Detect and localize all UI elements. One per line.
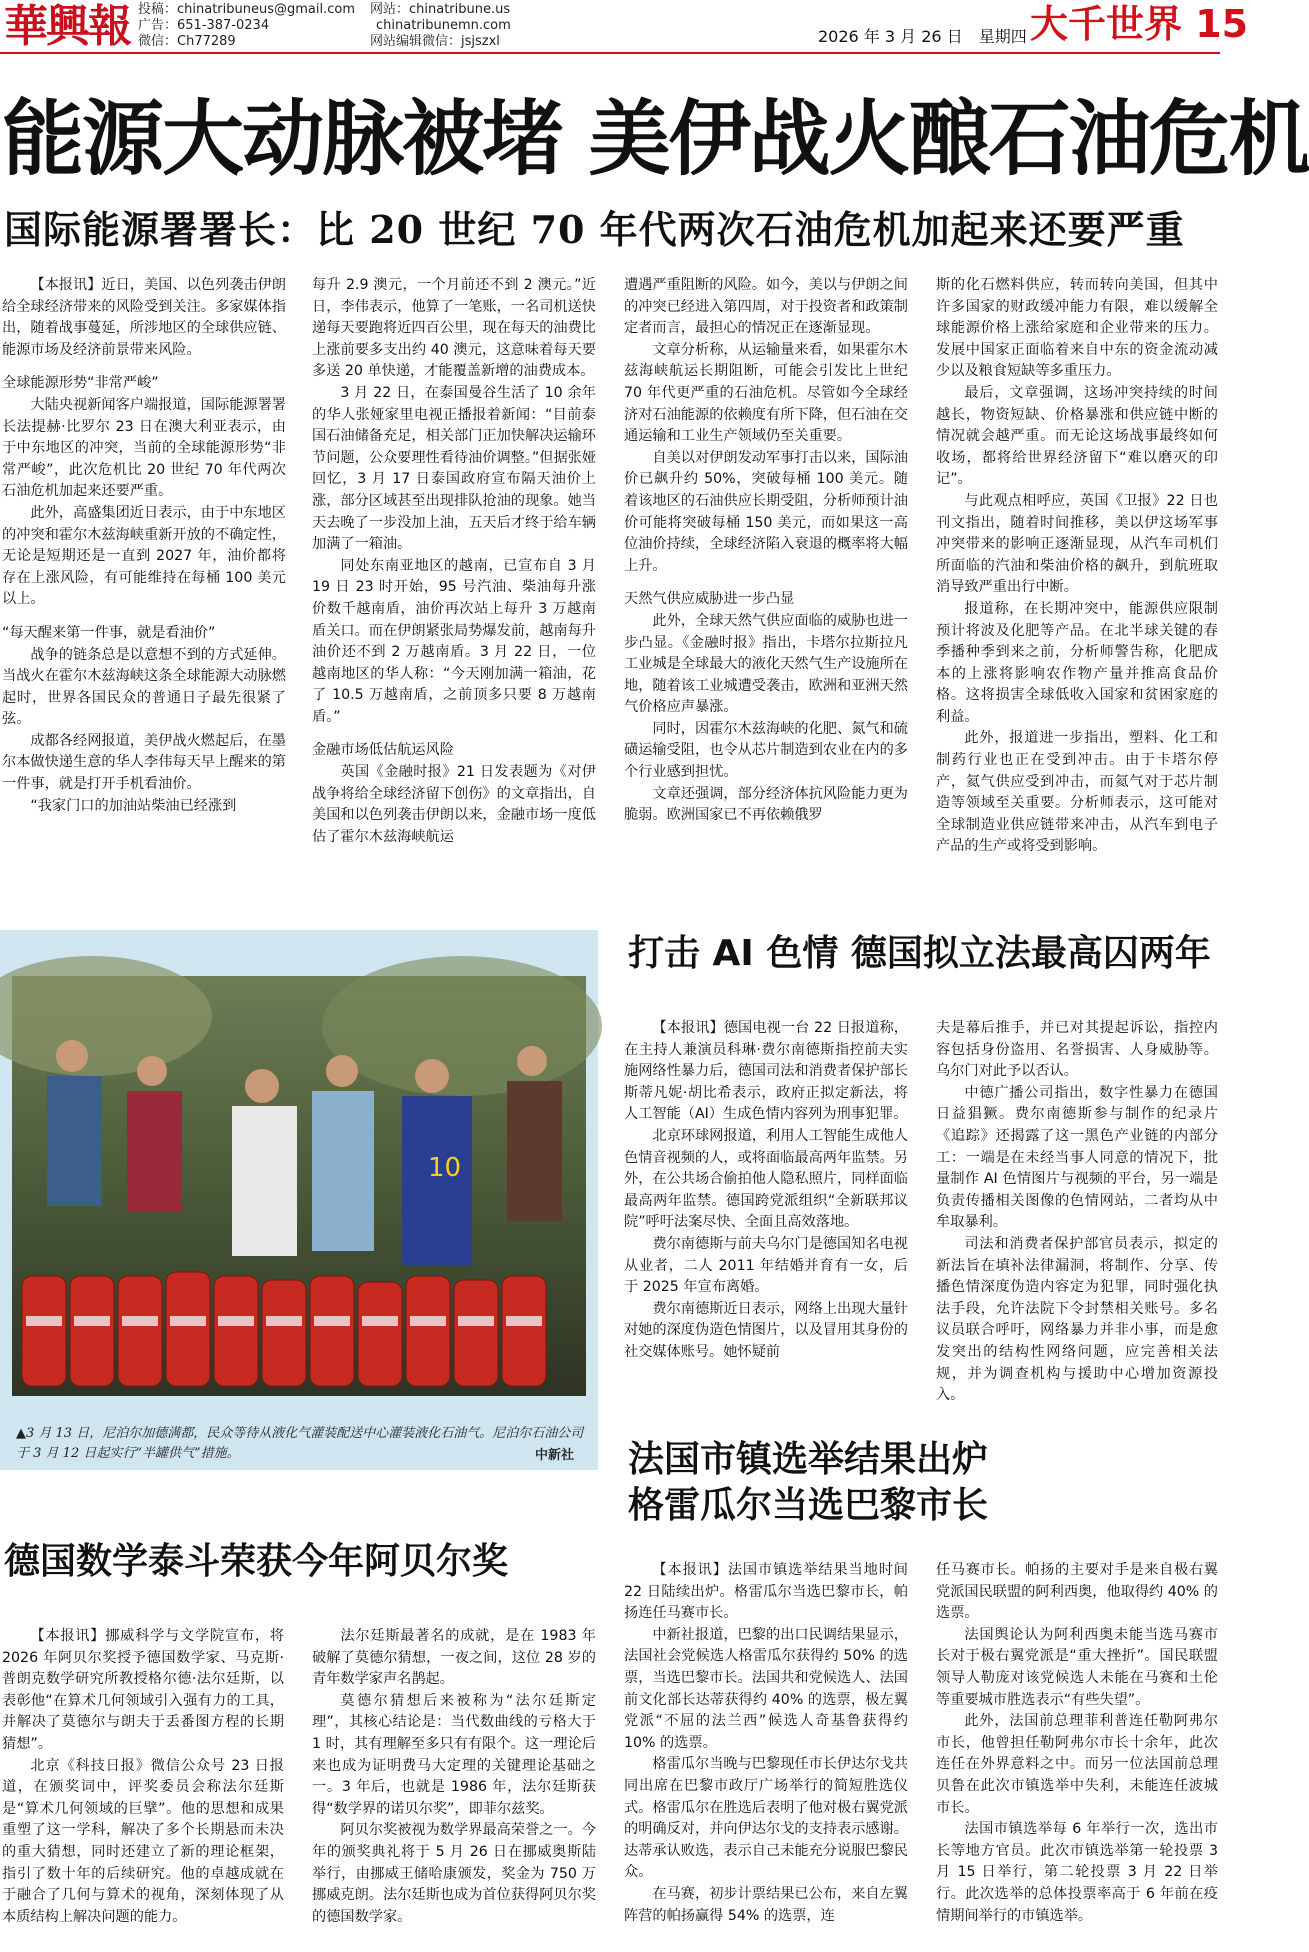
- body-paragraph: 此外，全球天然气供应面临的威胁也进一步凸显。《金融时报》指出，卡塔尔拉斯拉凡工业城是全球最大的液化天然气生产设施所在地，随着该工业城遭受袭击，欧洲和亚洲天然气价格应声暴涨。: [624, 612, 908, 716]
- news-photo: [12, 976, 586, 1396]
- body-paragraph: 此外，高盛集团近日表示，由于中东地区的冲突和霍尔木兹海峡重新开放的不确定性，无论是短期还是一直到 2027 年，油价都将存在上涨风险，有可能维持在每桶 100 美元以上。: [2, 504, 286, 608]
- photo-caption: ▲3 月 13 日，尼泊尔加德满都，民众等待从液化气灌装配送中心灌装液化石油气。尼泊尔石油公司于 3 月 12 日起实行“半罐供气”措施。: [16, 1426, 584, 1461]
- issue-date: 2026 年 3 月 26 日 星期四: [818, 27, 1027, 46]
- paris-story-headline-line-1: 法国市镇选举结果出炉: [628, 1439, 989, 1480]
- paris-story-headline-line-2: 格雷瓜尔当选巴黎市长: [628, 1485, 989, 1526]
- body-paragraph: 遭遇严重阻断的风险。如今，美以与伊朗之间的冲突已经进入第四周，对于投资者和政策制定者而言，最担心的情况正在逐渐显现。: [624, 277, 908, 337]
- newspaper-logo: 華興報: [4, 1, 130, 52]
- body-paragraph: 与此观点相呼应，英国《卫报》22 日也刊文指出，随着时间推移，美以伊这场军事冲突带来的影响正逐渐显现，从汽车司机们所面临的汽油和柴油价格的飙升，到航班取消导致严重出行中断。: [936, 492, 1218, 596]
- abel-story-column-2: [312, 1626, 596, 1952]
- paris-story-column-2: [936, 1560, 1218, 1952]
- body-paragraph: 阿贝尔奖被视为数学界最高荣誉之一。今年的颁奖典礼将于 5 月 26 日在挪威奥斯陆举行，由挪威王储哈康颁发，奖金为 750 万挪威克朗。法尔廷斯也成为首位获得阿贝尔奖的德国数学家。: [312, 1822, 596, 1925]
- body-paragraph: 此外，法国前总理菲利普连任勒阿弗尔市长，他曾担任勒阿弗尔市长十余年，此次连任在外界意料之中。而另一位法国前总理贝鲁在此次市镇选举中失利，未能连任波城市长。: [936, 1713, 1218, 1816]
- body-paragraph: 中新社报道，巴黎的出口民调结果显示，法国社会党候选人格雷瓜尔获得约 50% 的选票，当选巴黎市长。法国共和党候选人、法国前文化部长达蒂获得约 40% 的选票，极左翼党派“不屈的法兰西”候选人奇基鲁获得约 10% 的选票。: [624, 1626, 908, 1751]
- section-subhead: “每天醒来第一件事，就是看油价”: [2, 624, 216, 641]
- contact-ad-phone: 广告：651-387-0234: [138, 18, 270, 33]
- body-paragraph: 成都各经网报道，美伊战火燃起后，在墨尔本做快递生意的华人李伟每天早上醒来的第一件事，就是打开手机看油价。: [2, 732, 286, 793]
- body-paragraph: 任马赛市长。帕扬的主要对手是来自极右翼党派国民联盟的阿利西奥，他取得约 40% 的选票。: [936, 1562, 1218, 1622]
- contact-editor-wechat: 网站编辑微信：jsjszxl: [370, 34, 500, 49]
- body-paragraph: 中德广播公司指出，数字性暴力在德国日益猖獗。费尔南德斯参与制作的纪录片《追踪》还揭露了这一黑色产业链的内部分工：一端是在未经当事人同意的情况下，批量制作 AI 色情图片与视频的平台，另一端是负责传播相关图像的色情网站，二者均从中牟取暴利。: [936, 1084, 1218, 1231]
- body-paragraph: 大陆央视新闻客户端报道，国际能源署署长法提赫·比罗尔 23 日在澳大利亚表示，由于中东地区的冲突，当前的全球能源形势“非常严峻”，此次危机比 20 世纪 70 年代两次石油危机加起来还要严重。: [2, 396, 286, 500]
- section-subhead: 金融市场低估航运风险: [312, 742, 454, 759]
- body-paragraph: “我家门口的加油站柴油已经涨到: [30, 797, 237, 814]
- body-paragraph: 每升 2.9 澳元，一个月前还不到 2 澳元。”近日，李伟表示，他算了一笔账，一名司机送快递每天要跑将近四百公里，现在每天的油费比上涨前要多支出约 40 澳元，这意味着每天要多送 20 单快递，才能覆盖新增的油费成本。: [312, 277, 596, 380]
- body-paragraph: 夫是幕后推手，并已对其提起诉讼，指控内容包括身份盗用、名誉损害、人身威胁等。乌尔门对此予以否认。: [936, 1020, 1218, 1080]
- body-paragraph: 最后，文章强调，这场冲突持续的时间越长，物资短缺、价格暴涨和供应链中断的情况就会越严重。而无论这场战事最终如何收场，都将给世界经济留下“难以磨灭的印记”。: [936, 384, 1218, 488]
- section-subhead: 天然气供应威胁进一步凸显: [624, 591, 795, 608]
- body-paragraph: 文章分析称，从运输量来看，如果霍尔木兹海峡航运长期阻断，可能会引发比上世纪 70 年代更严重的石油危机。尽管如今全球经济对石油能源的依赖度有所下降，但石油在交通运输和工业生产领域仍至关重要。: [624, 341, 908, 445]
- body-paragraph: 3 月 22 日，在泰国曼谷生活了 10 余年的华人张娅家里电视正播报着新闻：“目前泰国石油储备充足，相关部门正加快解决运输环节问题，公众要理性看待油价调整。”但据张娅回忆，3 月 17 日泰国政府宣布隔天油价上涨，部分区域甚至出现排队抢油的现象。她当天去晚了一步没加上油，五天后才终于给车辆加满了一箱油。: [312, 384, 597, 553]
- contact-website-1: 网站：chinatribune.us: [370, 2, 511, 17]
- svg-text:10: 10: [428, 1153, 462, 1183]
- lead-column-3: [624, 275, 908, 920]
- photo-credit: 中新社: [535, 1448, 575, 1463]
- body-paragraph: 北京《科技日报》微信公众号 23 日报道，在颁奖词中，评奖委员会称法尔廷斯是“算术几何领域的巨擘”。他的思想和成果重塑了这一学科，解决了多个长期悬而未决的重大猜想，同时还建立了新的理论框架，指引了数十年的后续研究。他的卓越成就在于融合了几何与算术的视角，深刻体现了从本质结构上解决问题的能力。: [2, 1757, 284, 1925]
- contact-left: [138, 2, 355, 50]
- body-paragraph: 文章还强调，部分经济体抗风险能力更为脆弱。欧洲国家已不再依赖俄罗: [624, 785, 908, 824]
- paris-story-column-1: [624, 1560, 908, 1952]
- body-paragraph: 此外，报道进一步指出，塑料、化工和制药行业也正在受到冲击。由于卡塔尔停产，氦气供应受到冲击，而氦气对于芯片制造等领域至关重要。分析师表示，这可能对全球制造业供应链带来冲击，从汽车到电子产品的生产或将受到影响。: [936, 730, 1218, 855]
- body-paragraph: 战争的链条总是以意想不到的方式延伸。当战火在霍尔木兹海峡这条全球能源大动脉燃起时，世界各国民众的普通日子最先很紧了弦。: [2, 646, 286, 728]
- body-paragraph: 同时，因霍尔木兹海峡的化肥、氮气和硫磺运输受阻，也令从芯片制造到农业在内的多个行业感到担忧。: [624, 720, 908, 781]
- section-subhead: 全球能源形势“非常严峻”: [2, 375, 159, 392]
- body-paragraph: 【本报讯】德国电视一台 22 日报道称，在主持人兼演员科琳·费尔南德斯指控前夫实施网络性暴力后，德国司法和消费者保护部长斯蒂凡妮·胡比希表示，政府正拟定新法，将人工智能（AI）生成色情内容列为刑事犯罪。: [624, 1020, 908, 1123]
- masthead-rule: [0, 52, 1220, 54]
- lead-column-4: [936, 275, 1218, 920]
- contact-website-2: chinatribunemn.com: [376, 18, 511, 33]
- ai-story-column-2: [936, 1018, 1218, 1418]
- body-paragraph: 莫德尔猜想后来被称为“法尔廷斯定理”，其核心结论是：当代数曲线的亏格大于 1 时，其有理解至多只有有限个。这一理论后来也成为证明费马大定理的关键理论基础之一。3 年后，也就是 1986 年，法尔廷斯获得“数学界的诺贝尔奖”，即菲尔兹奖。: [312, 1692, 596, 1817]
- body-paragraph: 北京环球网报道，利用人工智能生成他人色情音视频的人，或将面临最高两年监禁。另外，在公共场合偷拍他人隐私照片，同样面临最高两年监禁。德国跨党派组织“全新联邦议院”呼吁法案尽快、全面且高效落地。: [624, 1127, 908, 1231]
- body-paragraph: 【本报讯】法国市镇选举结果当地时间 22 日陆续出炉。格雷瓜尔当选巴黎市长，帕扬连任马赛市长。: [624, 1562, 908, 1622]
- abel-story-column-1: [2, 1626, 284, 1952]
- body-paragraph: 自美以对伊朗发动军事打击以来，国际油价已飙升约 50%，突破每桶 100 美元。随着该地区的石油供应长期受阻，分析师预计油价可能将突破每桶 150 美元，而如果这一高位油价持续，全球经济陷入衰退的概率将大幅上升。: [624, 449, 908, 574]
- abel-story-headline: 德国数学泰斗荣获今年阿贝尔奖: [4, 1541, 509, 1582]
- body-paragraph: 法国市镇选举每 6 年举行一次，选出市长等地方官员。此次市镇选举第一轮投票 3 月 15 日举行，第二轮投票 3 月 22 日举行。此次选举的总体投票率高于 6 年前在疫情期间举行的市镇选举。: [936, 1821, 1218, 1924]
- body-paragraph: 格雷瓜尔当晚与巴黎现任市长伊达尔戈共同出席在巴黎市政厅广场举行的简短胜选仪式。格雷瓜尔在胜选后表明了他对极右翼党派的明确反对，并向伊达尔戈的支持表示感谢。达蒂承认败选，表示自己未能充分说服巴黎民众。: [624, 1756, 908, 1881]
- body-paragraph: 报道称，在长期冲突中，能源供应限制预计将波及化肥等产品。在北半球关键的春季播种季到来之前，分析师警告称，化肥成本的上涨将影响农作物产量并推高食品价格。这将损害全球低收入国家和贫困家庭的利益。: [936, 600, 1218, 725]
- lead-headline: 能源大动脉被堵 美伊战火酿石油危机: [2, 92, 1309, 187]
- body-paragraph: 费尔南德斯近日表示，网络上出现大量针对她的深度伪造色情图片，以及冒用其身份的社交媒体账号。她怀疑前: [624, 1300, 908, 1360]
- body-paragraph: 【本报讯】近日，美国、以色列袭击伊朗给全球经济带来的风险受到关注。多家媒体指出，随着战事蔓延，所涉地区的全球供应链、能源市场及经济前景带来风险。: [2, 277, 286, 358]
- lead-column-2: [312, 275, 596, 920]
- body-paragraph: 法尔廷斯最著名的成就，是在 1983 年破解了莫德尔猜想，一夜之间，这位 28 岁的青年数学家声名鹊起。: [312, 1628, 596, 1688]
- body-paragraph: 【本报讯】挪威科学与文学院宣布，将 2026 年阿贝尔奖授予德国数学家、马克斯·普朗克数学研究所教授格尔德·法尔廷斯，以表彰他“在算术几何领域引入强有力的工具，并解决了莫德尔与朗夫于丢番图方程的长期猜想”。: [2, 1628, 284, 1752]
- body-paragraph: 费尔南德斯与前夫乌尔门是德国知名电视从业者，二人 2011 年结婚并育有一女，后于 2025 年宣布离婚。: [624, 1235, 908, 1296]
- lead-column-1: [2, 275, 286, 920]
- body-paragraph: 同处东南亚地区的越南，已宣布自 3 月 19 日 23 时开始，95 号汽油、柴油每升涨价数千越南盾，油价再次站上每升 3 万越南盾关口。而在伊朗紧张局势爆发前，越南每升油价还不到 2 万越南盾。3 月 22 日，一位越南地区的华人称：“今天刚加满一箱油，花了 10.5 万越南盾，之前顶多只要 8 万越南盾。”: [312, 557, 596, 725]
- ai-story-headline: 打击 AI 色情 德国拟立法最高囚两年: [628, 933, 1211, 974]
- contact-wechat: 微信：Ch77289: [138, 34, 236, 49]
- contact-right: [370, 2, 511, 50]
- body-paragraph: 斯的化石燃料供应，转而转向美国，但其中许多国家的财政缓冲能力有限，难以缓解全球能源价格上涨给家庭和企业带来的压力。发展中国家正面临着来自中东的资金流动减少以及粮食短缺等多重压力。: [936, 277, 1218, 380]
- section-title: 大千世界 15: [1030, 2, 1249, 46]
- body-paragraph: 英国《金融时报》21 日发表题为《对伊战争将给全球经济留下创伤》的文章指出，自美国和以色列袭击伊朗以来，金融市场一度低估了霍尔木兹海峡航运: [312, 764, 596, 845]
- contact-email: 投稿：chinatribuneus@gmail.com: [138, 2, 356, 17]
- body-paragraph: 司法和消费者保护部官员表示，拟定的新法旨在填补法律漏洞，将制作、分享、传播色情深度伪造内容定为犯罪，同时强化执法手段，允许法院下令封禁相关账号。多名议员联合呼吁，网络暴力并非小事，而是愈发突出的结构性网络问题，应完善相关法规，并为调查机构与援助中心增加资源投入。: [936, 1235, 1218, 1404]
- ai-story-column-1: [624, 1018, 908, 1418]
- body-paragraph: 在马赛，初步计票结果已公布，来自左翼阵营的帕扬赢得 54% 的选票，连: [624, 1885, 908, 1924]
- lead-subheadline: 国际能源署署长：比 20 世纪 70 年代两次石油危机加起来还要严重: [4, 207, 1185, 252]
- body-paragraph: 法国舆论认为阿利西奥未能当选马赛市长对于极右翼党派是“重大挫折”。国民联盟领导人勒庞对该党候选人未能在马赛和土伦等重要城市胜选表示“有些失望”。: [936, 1626, 1218, 1708]
